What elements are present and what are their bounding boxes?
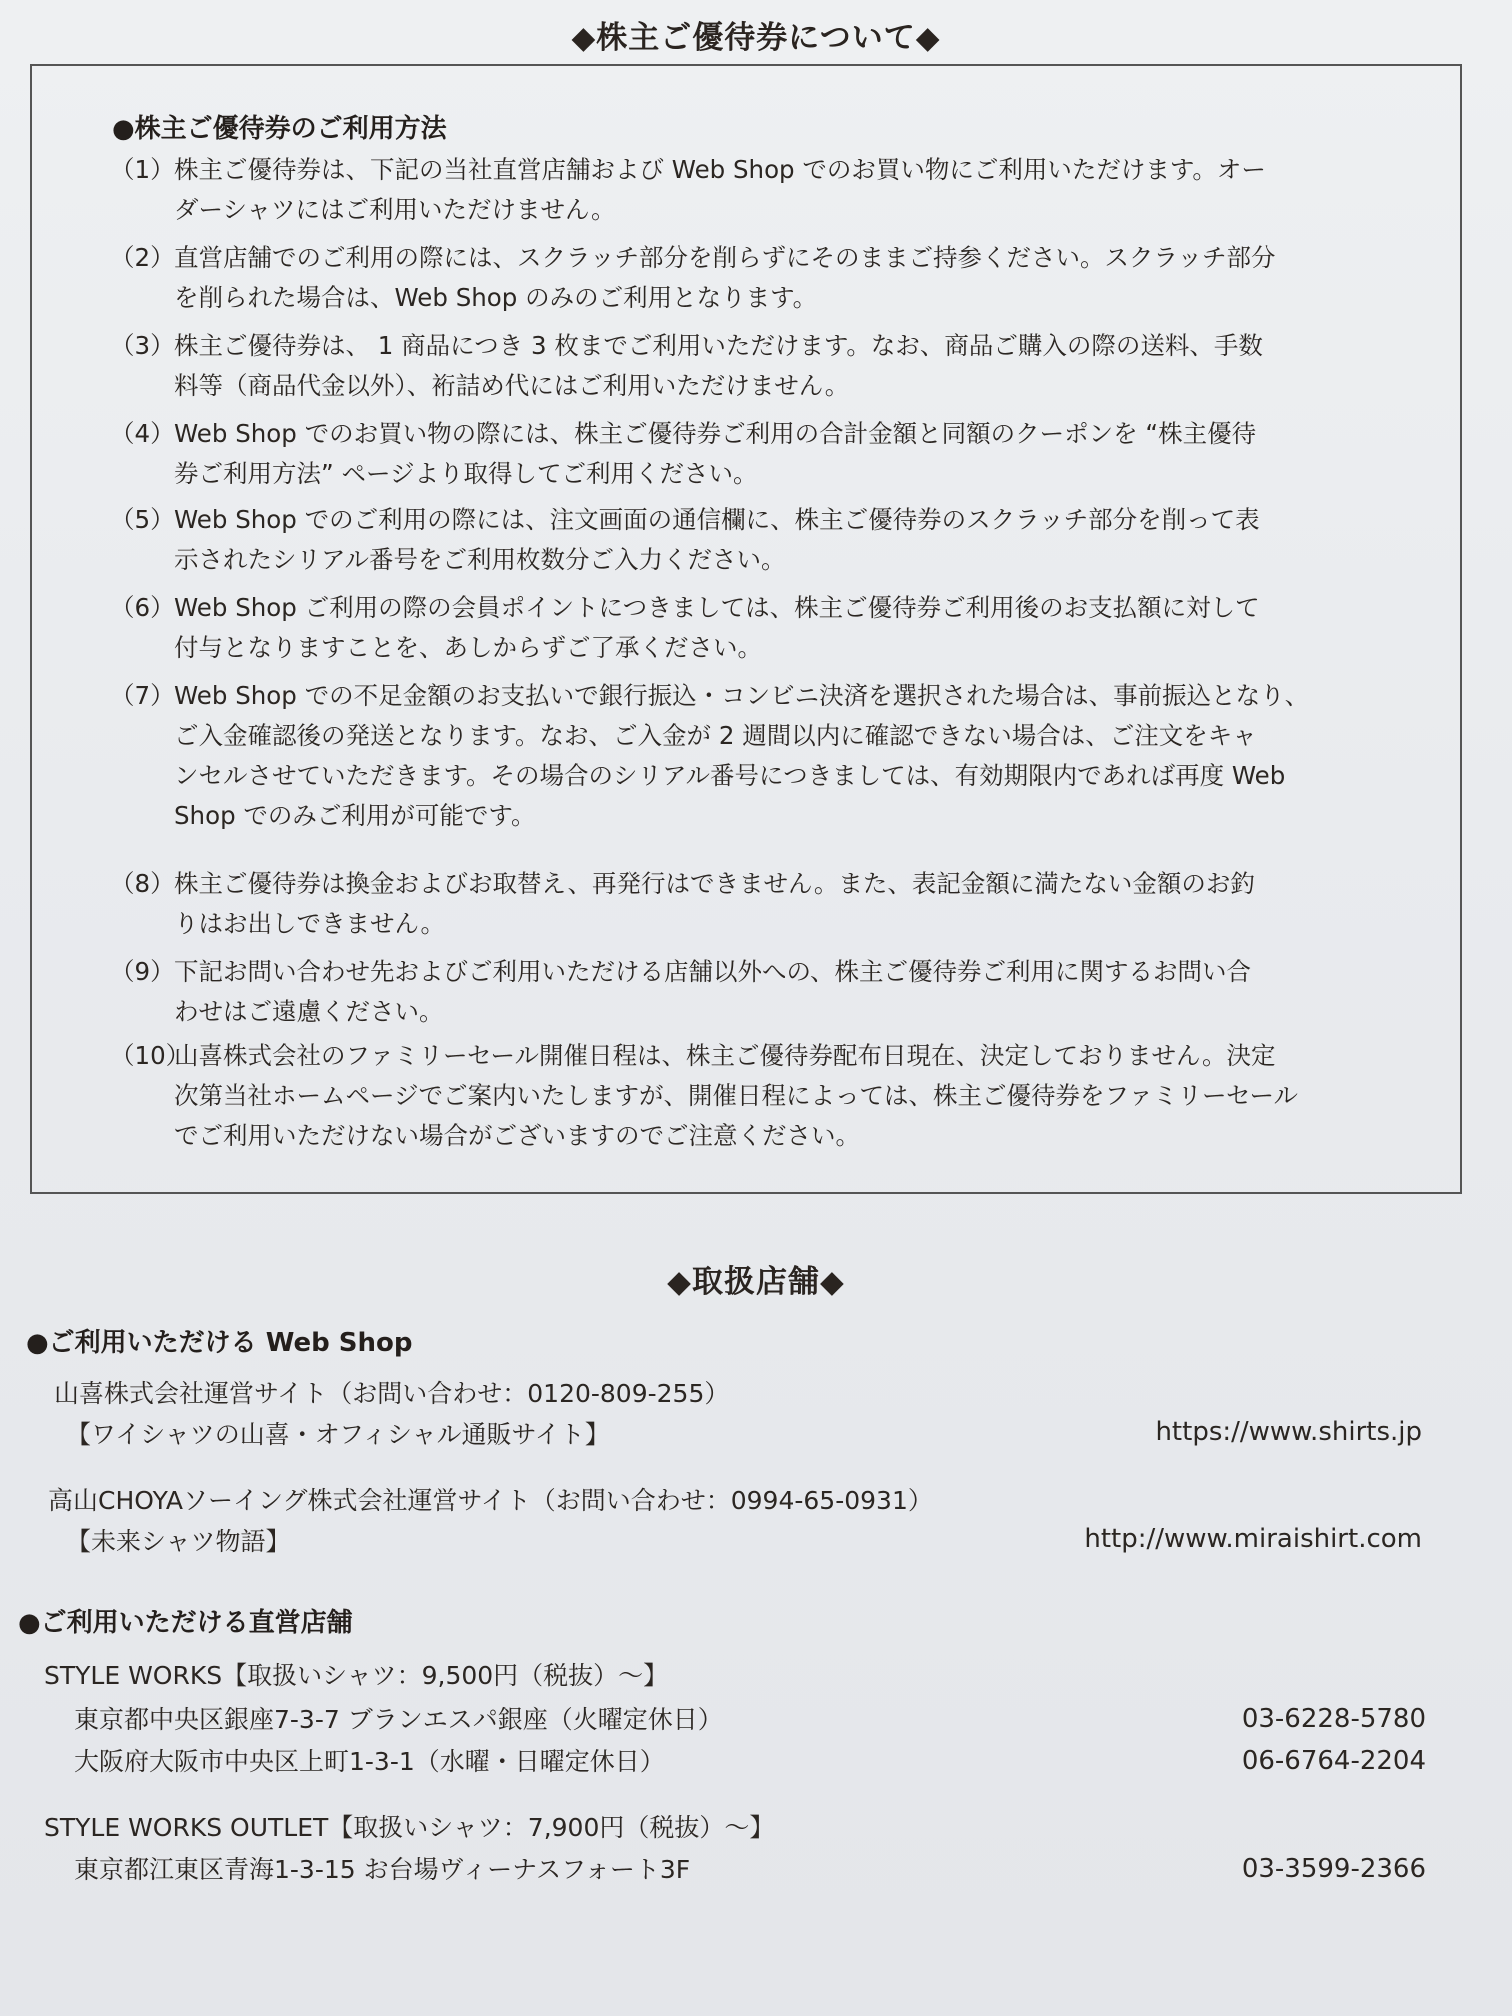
usage-item xyxy=(110,676,1440,836)
style-works-outlet-title: STYLE WORKS OUTLET【取扱いシャツ：7,900円（税抜）～】 xyxy=(44,1813,775,1842)
usage-item-number: （6） xyxy=(110,593,175,622)
style-works-tel-1: 03-6228-5780 xyxy=(1241,1704,1426,1734)
web2-operator: 高山CHOYAソーイング株式会社運営サイト（お問い合わせ：0994-65-0931） xyxy=(48,1486,933,1515)
usage-item-number: （10） xyxy=(110,1041,191,1070)
usage-item-number: （2） xyxy=(110,243,175,272)
stores-title: ◆取扱店舗◆ xyxy=(667,1264,845,1300)
usage-item-text-line: 株主ご優待券は換金およびお取替え、再発行はできません。また、表記金額に満たない金額のお釣 xyxy=(174,869,1255,898)
usage-item-text-line: 下記お問い合わせ先およびご利用いただける店舗以外への、株主ご優待券ご利用に関するお問い合 xyxy=(174,957,1252,986)
usage-item-text-line: 券ご利用方法” ページより取得してご利用ください。 xyxy=(174,459,758,488)
usage-item-text-line: わせはご遠慮ください。 xyxy=(174,997,444,1026)
usage-item-text-line: ダーシャツにはご利用いただけません。 xyxy=(174,195,616,224)
document-title: ◆株主ご優待券について◆ xyxy=(571,20,941,56)
usage-item-text-line: を削られた場合は、Web Shop のみのご利用となります。 xyxy=(174,283,818,312)
usage-item-text-line: 山喜株式会社のファミリーセール開催日程は、株主ご優待券配布日現在、決定しておりません。決定 xyxy=(174,1041,1276,1070)
usage-item-text-line: でご利用いただけない場合がございますのでご注意ください。 xyxy=(174,1121,860,1150)
usage-item-text-line: ンセルさせていただきます。その場合のシリアル番号につきましては、有効期限内であれば再度 Web xyxy=(174,761,1286,790)
usage-item xyxy=(110,500,1440,580)
usage-item xyxy=(110,150,1440,230)
web2-url[interactable]: http://www.miraishirt.com xyxy=(1084,1524,1422,1554)
usage-item-text-line: 料等（商品代金以外）、裄詰め代にはご利用いただけません。 xyxy=(174,371,850,400)
usage-item-number: （5） xyxy=(110,505,175,534)
usage-item-text-line: Web Shop ご利用の際の会員ポイントにつきましては、株主ご優待券ご利用後のお支払額に対して xyxy=(174,593,1260,622)
usage-item xyxy=(110,952,1440,1032)
usage-item-text-line: 株主ご優待券は、下記の当社直営店舗および Web Shop でのお買い物にご利用いただけます。オー xyxy=(174,155,1266,184)
web1-operator: 山喜株式会社運営サイト（お問い合わせ：0120-809-255） xyxy=(54,1379,730,1408)
webshop-heading: ●ご利用いただける Web Shop xyxy=(26,1328,413,1358)
usage-item-text-line: Web Shop でのご利用の際には、注文画面の通信欄に、株主ご優待券のスクラッチ部分を削って表 xyxy=(174,505,1260,534)
usage-item-number: （8） xyxy=(110,869,175,898)
usage-item-text-line: 次第当社ホームページでご案内いたしますが、開催日程によっては、株主ご優待券をファミリーセール xyxy=(174,1081,1299,1110)
web2-name: 【未来シャツ物語】 xyxy=(66,1527,291,1556)
usage-item xyxy=(110,1036,1440,1156)
style-works-address-1: 東京都中央区銀座7-3-7 ブランエスパ銀座（火曜定休日） xyxy=(74,1705,723,1734)
usage-item-text-line: Web Shop での不足金額のお支払いで銀行振込・コンビニ決済を選択された場合は、事前振込となり、 xyxy=(174,681,1310,710)
usage-item xyxy=(110,588,1440,668)
web1-name: 【ワイシャツの山喜・オフィシャル通販サイト】 xyxy=(66,1420,610,1449)
usage-item-text-line: りはお出しできません。 xyxy=(174,909,445,938)
usage-item-text-line: 示されたシリアル番号をご利用枚数分ご入力ください。 xyxy=(174,545,786,574)
usage-item xyxy=(110,864,1440,944)
usage-item-number: （9） xyxy=(110,957,175,986)
usage-item-text-line: 付与となりますことを、あしからずご了承ください。 xyxy=(174,633,762,662)
usage-item xyxy=(110,238,1440,318)
usage-item-text-line: 株主ご優待券は、 1 商品につき 3 枚までご利用いただけます。なお、商品ご購入の際の送料、手数 xyxy=(174,331,1263,360)
style-works-address-2: 大阪府大阪市中央区上町1-3-1（水曜・日曜定休日） xyxy=(74,1747,665,1776)
usage-heading: ●株主ご優待券のご利用方法 xyxy=(112,114,447,144)
style-works-title: STYLE WORKS【取扱いシャツ：9,500円（税抜）～】 xyxy=(44,1661,669,1690)
usage-item-text-line: Shop でのみご利用が可能です。 xyxy=(174,801,536,830)
usage-item-number: （1） xyxy=(110,155,175,184)
usage-item-text-line: ご入金確認後の発送となります。なお、ご入金が 2 週間以内に確認できない場合は、ご注文をキャ xyxy=(174,721,1257,750)
usage-item xyxy=(110,414,1440,494)
usage-item-number: （3） xyxy=(110,331,175,360)
web1-url[interactable]: https://www.shirts.jp xyxy=(1155,1417,1422,1447)
usage-item-number: （7） xyxy=(110,681,175,710)
usage-item-text-line: 直営店舗でのご利用の際には、スクラッチ部分を削らずにそのままご持参ください。スクラッチ部分 xyxy=(174,243,1276,272)
style-works-outlet-address: 東京都江東区青海1-3-15 お台場ヴィーナスフォート3F xyxy=(74,1855,691,1884)
usage-item-text-line: Web Shop でのお買い物の際には、株主ご優待券ご利用の合計金額と同額のクーポンを “株主優待 xyxy=(174,419,1257,448)
style-works-outlet-tel: 03-3599-2366 xyxy=(1241,1854,1426,1884)
usage-item xyxy=(110,326,1440,406)
direct-store-heading: ●ご利用いただける直営店舗 xyxy=(18,1608,353,1638)
usage-item-number: （4） xyxy=(110,419,175,448)
style-works-tel-2: 06-6764-2204 xyxy=(1241,1746,1426,1776)
